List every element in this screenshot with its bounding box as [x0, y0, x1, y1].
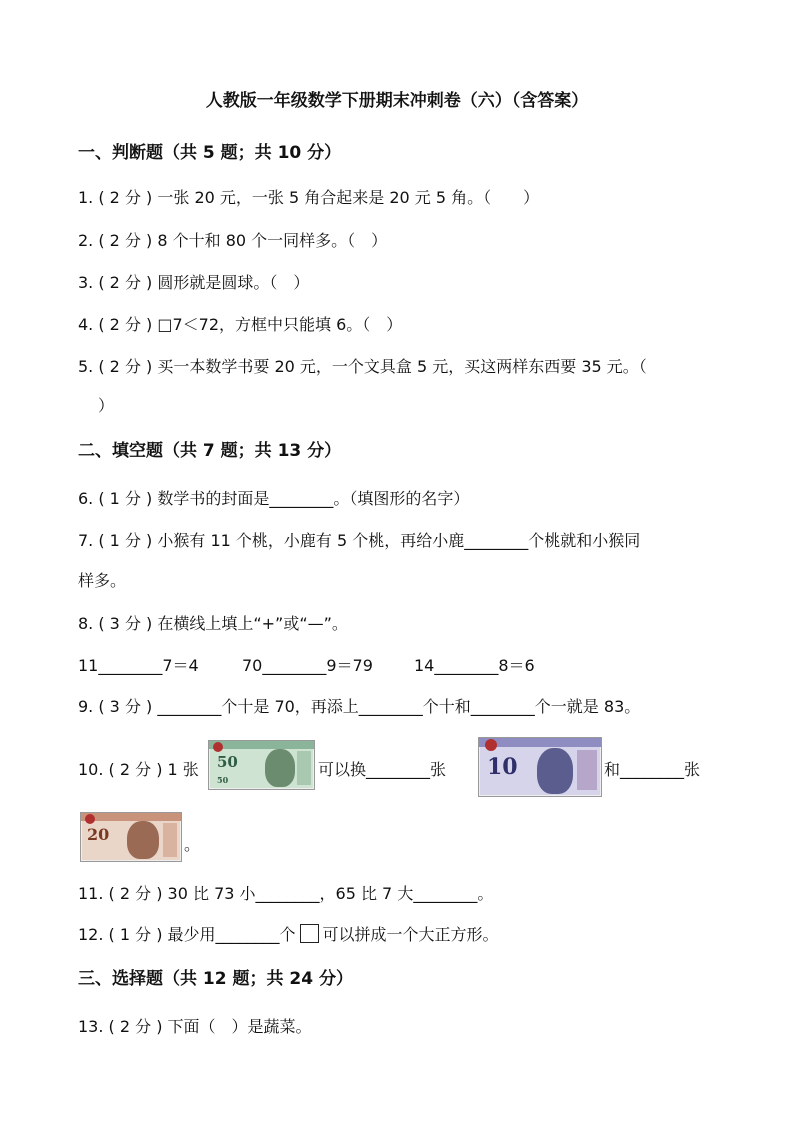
- section-judgement-heading: 一、判断题（共 5 题；共 10 分）: [78, 143, 342, 163]
- question-7-line-1: 7. ( 1 分 ) 小猴有 11 个桃，小鹿有 5 个桃，再给小鹿________个桃就和小猴同: [78, 531, 641, 550]
- banknote-20-yuan: 20: [80, 812, 182, 862]
- question-8: 8. ( 3 分 ) 在横线上填上“+”或“—”。: [78, 614, 348, 633]
- question-12-text-2: 可以拼成一个大正方形。: [322, 925, 499, 944]
- question-5-line-1: 5. ( 2 分 ) 买一本数学书要 20 元，一个文具盒 5 元，买这两样东西要 35 元。（: [78, 357, 647, 376]
- square-icon: [300, 924, 319, 943]
- question-6: 6. ( 1 分 ) 数学书的封面是________。（填图形的名字）: [78, 489, 470, 508]
- question-8-item-1: 11________7＝4: [78, 656, 199, 675]
- question-10-middle: 可以换________张: [318, 760, 447, 779]
- question-10-prefix: 10. ( 2 分 ) 1 张: [78, 760, 199, 779]
- question-11: 11. ( 2 分 ) 30 比 73 小________，65 比 7 大________。: [78, 884, 494, 903]
- question-10-end: 。: [184, 835, 201, 854]
- question-13: 13. ( 2 分 ) 下面（ ）是蔬菜。: [78, 1017, 312, 1036]
- question-8-item-3: 14________8＝6: [414, 656, 535, 675]
- question-12-text-1: 12. ( 1 分 ) 最少用________个: [78, 925, 296, 944]
- question-8-item-2: 70________9＝79: [242, 656, 373, 675]
- banknote-50-yuan: 50 50: [208, 740, 315, 790]
- section-choice-heading: 三、选择题（共 12 题；共 24 分）: [78, 969, 353, 989]
- question-5-line-2: ）: [98, 396, 115, 415]
- question-1: 1. ( 2 分 ) 一张 20 元，一张 5 角合起来是 20 元 5 角。（ ）: [78, 188, 540, 207]
- question-7-line-2: 样多。: [78, 571, 127, 590]
- section-fill-heading: 二、填空题（共 7 题；共 13 分）: [78, 441, 342, 461]
- banknote-10-yuan: 10: [478, 737, 602, 797]
- question-12: [78, 922, 499, 945]
- question-3: 3. ( 2 分 ) 圆形就是圆球。（ ）: [78, 273, 310, 292]
- question-2: 2. ( 2 分 ) 8 个十和 80 个一同样多。（ ）: [78, 231, 388, 250]
- question-4: 4. ( 2 分 ) □7＜72，方框中只能填 6。（ ）: [78, 315, 403, 334]
- question-9: 9. ( 3 分 ) ________个十是 70，再添上________个十和________个一就是 83。: [78, 697, 641, 716]
- page-title: 人教版一年级数学下册期末冲刺卷（六）（含答案）: [205, 91, 589, 111]
- question-10-and: 和________张: [604, 760, 701, 779]
